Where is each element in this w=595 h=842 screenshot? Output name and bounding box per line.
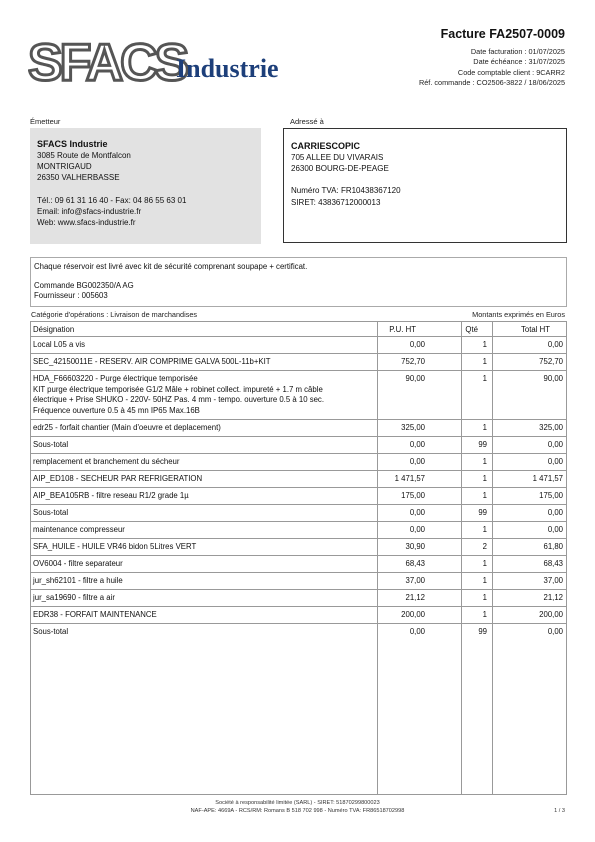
header-qty: Qté [465, 325, 478, 334]
row-pu: 0,00 [409, 525, 425, 534]
row-pu: 0,00 [409, 627, 425, 636]
table-row [31, 590, 566, 607]
row-qty: 1 [482, 610, 487, 619]
row-designation-line: KIT purge électrique temporisée G1/2 Mâle + robinet collect. impureté + 1.7 m câble [33, 384, 323, 394]
notes-line2: Commande BG002350/A AG [34, 280, 134, 290]
emitter-label: Émetteur [30, 117, 61, 126]
row-designation: edr25 - forfait chantier (Main d'oeuvre et deplacement) [33, 423, 221, 432]
recipient-siret: SIRET: 43836712000013 [291, 197, 381, 207]
date-echeance: Date échéance : 31/07/2025 [473, 57, 565, 67]
row-qty: 1 [482, 457, 487, 466]
code-client: Code comptable client : 9CARR2 [457, 67, 565, 77]
row-qty: 2 [482, 542, 487, 551]
row-total: 200,00 [539, 610, 563, 619]
row-total: 0,00 [547, 525, 563, 534]
row-pu: 0,00 [409, 340, 425, 349]
row-designation: AIP_BEA105RB - filtre reseau R1/2 grade 1µ [33, 491, 189, 500]
table-row [31, 505, 566, 522]
footer-legal-2: NAF-APE: 4669A - RCS/RM: Romans B 518 702 998 - Numéro TVA: FR86518702998 [190, 808, 405, 814]
row-total: 0,00 [547, 627, 563, 636]
row-pu: 30,90 [405, 542, 425, 551]
row-total: 0,00 [547, 508, 563, 517]
table-row [31, 522, 566, 539]
row-pu: 200,00 [401, 610, 425, 619]
recipient-address2: 26300 BOURG-DE-PEAGE [291, 164, 389, 174]
row-designation: remplacement et branchement du sécheur [33, 457, 180, 466]
row-designation: Local L05 a vis [33, 340, 86, 349]
row-designation: jur_sh62101 - filtre a huile [33, 576, 123, 585]
row-qty: 99 [478, 440, 487, 449]
row-qty: 1 [482, 593, 487, 602]
row-designation: Sous-total [33, 440, 69, 449]
logo-sub-text: Industrie [176, 54, 279, 83]
row-designation [33, 374, 378, 416]
recipient-name: CARRIESCOPIC [291, 141, 361, 151]
row-designation-line: Fréquence ouverture 0.5 à 45 mn IP65 Max.16B [33, 405, 200, 415]
row-total: 0,00 [547, 340, 563, 349]
table-row [31, 337, 566, 354]
row-qty: 99 [478, 508, 487, 517]
company-logo [28, 32, 288, 88]
table-row [31, 573, 566, 590]
row-designation: Sous-total [33, 508, 69, 517]
row-total: 325,00 [539, 423, 563, 432]
notes-box [30, 257, 567, 307]
row-qty: 1 [482, 576, 487, 585]
row-qty: 1 [482, 474, 487, 483]
header-designation: Désignation [33, 325, 75, 334]
row-designation: SEC_42150011E - RESERV. AIR COMPRIME GALVA 500L-11b+KIT [33, 357, 271, 366]
invoice-meta [419, 47, 565, 88]
emitter-web: Web: www.sfacs-industrie.fr [37, 218, 136, 228]
row-qty: 1 [482, 374, 487, 383]
row-designation: EDR38 - FORFAIT MAINTENANCE [33, 610, 157, 619]
emitter-name: SFACS Industrie [37, 139, 108, 149]
row-total: 68,43 [543, 559, 563, 568]
row-designation-line: électrique + Prise SHUKO - 220V- 50HZ Pas. 4 mm - tempo. ouverture 0.5 à 10 sec. [33, 395, 324, 405]
emitter-phone-fax: Tél.: 09 61 31 16 40 - Fax: 04 86 55 63 01 [37, 195, 187, 205]
emitter-address1: 3085 Route de Montfalcon [37, 151, 131, 160]
recipient-box [283, 128, 567, 243]
emitter-address2: MONTRIGAUD [37, 162, 92, 172]
row-designation: AIP_ED108 - SECHEUR PAR REFRIGERATION [33, 474, 203, 483]
row-pu: 752,70 [401, 357, 425, 366]
row-qty: 1 [482, 357, 487, 366]
row-qty: 1 [482, 559, 487, 568]
row-designation: jur_sa19690 - filtre a air [33, 593, 115, 602]
row-total: 0,00 [547, 440, 563, 449]
row-total: 175,00 [539, 491, 563, 500]
row-total: 0,00 [547, 457, 563, 466]
row-total: 90,00 [543, 374, 563, 383]
invoice-title: Facture FA2507-0009 [440, 27, 565, 41]
row-total: 752,70 [539, 357, 563, 366]
recipient-address1: 705 ALLEE DU VIVARAIS [291, 153, 384, 162]
row-pu: 21,12 [405, 593, 425, 602]
notes-line1: Chaque réservoir est livré avec kit de sécurité comprenant soupape + certificat. [34, 262, 308, 271]
row-designation: OV6004 - filtre separateur [33, 559, 123, 568]
ref-commande: Réf. commande : CO2506-3822 / 18/06/2025 [418, 77, 565, 87]
emitter-address3: 26350 VALHERBASSE [37, 173, 120, 183]
row-pu: 90,00 [405, 374, 425, 383]
items-table [30, 321, 567, 795]
table-row [31, 454, 566, 471]
page-number: 1 / 3 [554, 808, 565, 814]
row-qty: 1 [482, 340, 487, 349]
row-total: 61,80 [543, 542, 563, 551]
notes-line3: Fournisseur : 005603 [34, 291, 108, 301]
row-qty: 1 [482, 525, 487, 534]
operation-category: Catégorie d'opérations : Livraison de marchandises [31, 310, 198, 319]
row-qty: 99 [478, 627, 487, 636]
row-designation: maintenance compresseur [33, 525, 125, 534]
row-pu: 0,00 [409, 440, 425, 449]
table-row [31, 437, 566, 454]
currency-note: Montants exprimés en Euros [472, 310, 565, 319]
row-pu: 175,00 [401, 491, 425, 500]
table-row [31, 420, 566, 437]
row-qty: 1 [482, 423, 487, 432]
footer-legal-1: Société à responsabilité limitée (SARL) - SIRET: 51870299800023 [215, 800, 380, 806]
header-pu: P.U. HT [389, 325, 416, 334]
row-qty: 1 [482, 491, 487, 500]
row-total: 37,00 [543, 576, 563, 585]
emitter-box [30, 128, 261, 244]
emitter-email: Email: info@sfacs-industrie.fr [37, 206, 142, 216]
table-row [31, 624, 566, 640]
table-row [31, 607, 566, 624]
table-header [31, 322, 566, 337]
recipient-label: Adressé à [290, 117, 324, 126]
header-total: Total HT [520, 325, 550, 334]
row-designation: SFA_HUILE - HUILE VR46 bidon 5Litres VERT [33, 542, 197, 551]
table-row [31, 354, 566, 371]
row-designation: Sous-total [33, 627, 69, 636]
row-pu: 1 471,57 [394, 474, 425, 483]
date-facturation: Date facturation : 01/07/2025 [470, 47, 565, 56]
row-pu: 325,00 [401, 423, 425, 432]
recipient-tva: Numéro TVA: FR10438367120 [291, 186, 401, 196]
row-pu: 68,43 [405, 559, 425, 568]
table-row [31, 371, 566, 420]
table-row [31, 471, 566, 488]
row-total: 21,12 [543, 593, 563, 602]
row-total: 1 471,57 [532, 474, 563, 483]
table-row [31, 539, 566, 556]
logo-main-text: SFACS [28, 34, 187, 88]
row-pu: 0,00 [409, 457, 425, 466]
row-designation-line: HDA_F66603220 - Purge électrique temporisée [33, 374, 198, 383]
table-row [31, 556, 566, 573]
row-pu: 0,00 [409, 508, 425, 517]
row-pu: 37,00 [405, 576, 425, 585]
table-row [31, 488, 566, 505]
